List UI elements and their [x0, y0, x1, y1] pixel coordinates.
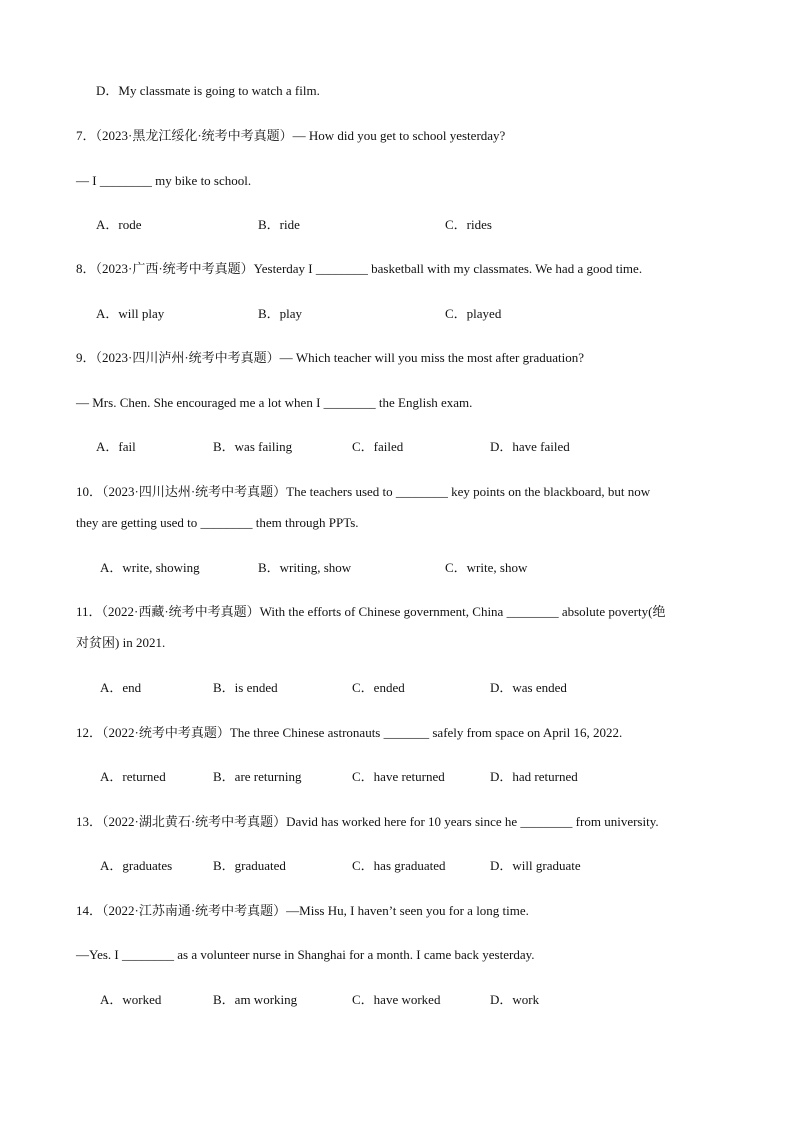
question-12-option-b: B．are returning: [213, 769, 302, 784]
question-11-option-a: A．end: [100, 680, 142, 695]
question-7-stem: 7．（2023·黑龙江绥化·统考中考真题）— How did you get to school yesterday?: [76, 128, 506, 143]
question-7-option-a: A．rode: [96, 217, 142, 232]
question-11-stem: 11．（2022·西藏·统考中考真题）With the efforts of Chinese government, China ________ absolute poverty(绝: [76, 604, 666, 619]
question-10-option-b: B．writing, show: [258, 560, 352, 575]
question-8-stem: 8．（2023·广西·统考中考真题）Yesterday I ________ basketball with my classmates. We had a good time.: [76, 261, 643, 276]
question-14-stem: 14．（2022·江苏南通·统考中考真题）—Miss Hu, I haven’t seen you for a long time.: [76, 903, 529, 918]
question-14-option-c: C．have worked: [352, 992, 441, 1007]
question-12-option-c: C．have returned: [352, 769, 445, 784]
question-8-option-c: C．played: [445, 306, 502, 321]
question-8-option-b: B．play: [258, 306, 303, 321]
question-14-response: —Yes. I ________ as a volunteer nurse in Shanghai for a month. I came back yesterday.: [76, 947, 535, 962]
question-9-option-d: D．have failed: [490, 439, 570, 454]
question-9-response: — Mrs. Chen. She encouraged me a lot when I ________ the English exam.: [76, 395, 473, 410]
question-7-option-c: C．rides: [445, 217, 492, 232]
question-13-stem: 13．（2022·湖北黄石·统考中考真题）David has worked here for 10 years since he ________ from university.: [76, 814, 659, 829]
question-7-response: — I ________ my bike to school.: [76, 173, 252, 188]
question-13-option-c: C．has graduated: [352, 858, 446, 873]
previous-question-option-d: D．My classmate is going to watch a film.: [96, 83, 320, 98]
question-13-option-d: D．will graduate: [490, 858, 581, 873]
question-13-option-b: B．graduated: [213, 858, 286, 873]
question-9-stem: 9．（2023·四川泸州·统考中考真题）— Which teacher will you miss the most after graduation?: [76, 350, 584, 365]
question-9-option-c: C．failed: [352, 439, 404, 454]
question-12-stem: 12．（2022·统考中考真题）The three Chinese astronauts _______ safely from space on April 16, 2022.: [76, 725, 623, 740]
question-8-option-a: A．will play: [96, 306, 165, 321]
question-11-stem-continued: 对贫困) in 2021.: [76, 635, 166, 650]
question-11-option-c: C．ended: [352, 680, 405, 695]
question-11-option-b: B．is ended: [213, 680, 278, 695]
question-10-stem-continued: they are getting used to ________ them through PPTs.: [76, 515, 359, 530]
question-12-option-d: D．had returned: [490, 769, 578, 784]
question-10-stem: 10．（2023·四川达州·统考中考真题）The teachers used to ________ key points on the blackboard, but now: [76, 484, 651, 499]
question-14-option-a: A．worked: [100, 992, 162, 1007]
question-9-option-a: A．fail: [96, 439, 136, 454]
question-11-option-d: D．was ended: [490, 680, 567, 695]
question-13-option-a: A．graduates: [100, 858, 173, 873]
question-9-option-b: B．was failing: [213, 439, 293, 454]
question-14-option-b: B．am working: [213, 992, 298, 1007]
question-12-option-a: A．returned: [100, 769, 166, 784]
question-10-option-c: C．write, show: [445, 560, 528, 575]
question-14-option-d: D．work: [490, 992, 540, 1007]
question-7-option-b: B．ride: [258, 217, 300, 232]
question-10-option-a: A．write, showing: [100, 560, 200, 575]
